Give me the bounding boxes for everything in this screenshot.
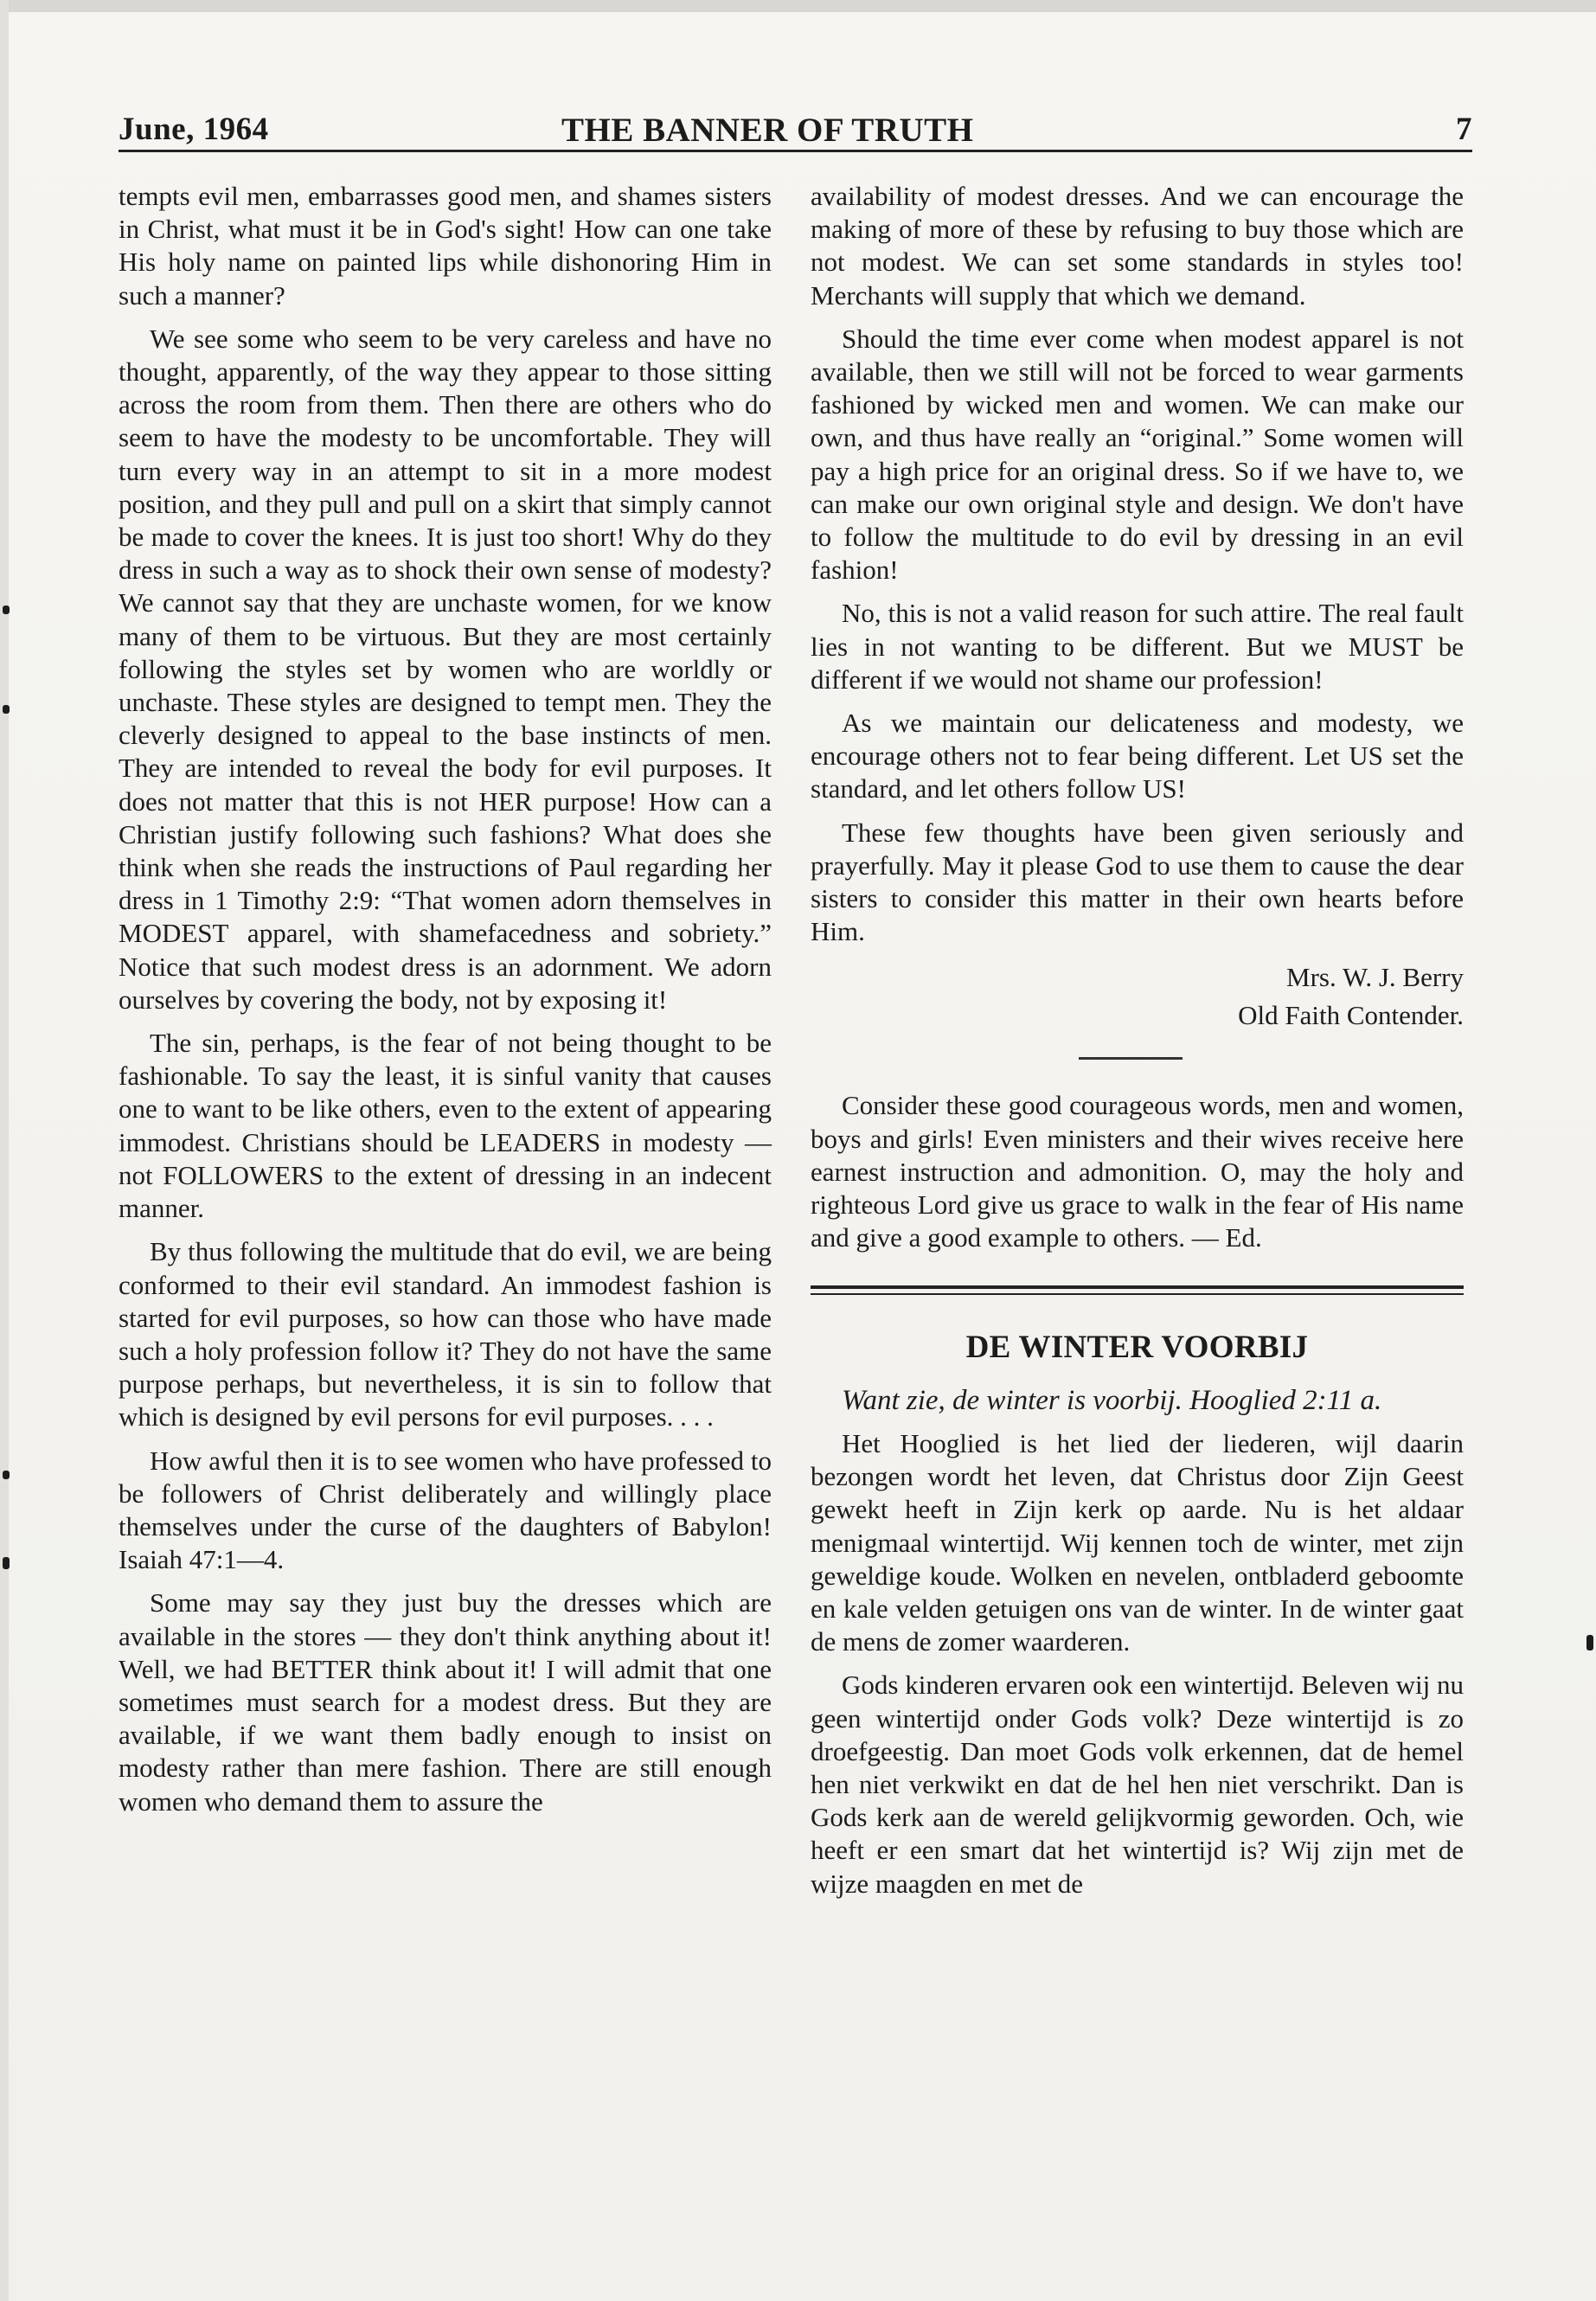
paragraph: These few thoughts have been given seriously and prayerfully. May it please God to use them to cause the dear sisters to consider this matter in their own hearts before Him. [811, 817, 1464, 947]
page-number: 7 [1456, 112, 1472, 147]
section-heading: DE WINTER VOORBIJ [965, 1330, 1309, 1366]
scan-mark [1586, 1635, 1593, 1650]
paragraph: By thus following the multitude that do evil, we are being conformed to their evil standard. An immodest fashion is started for evil purposes, so how can those who have made such a holy profession follow it? They do not have the same purpose perhaps, but nevertheless, it is sin to follow that which is designed by evil persons for evil purposes. . . . [119, 1236, 772, 1433]
left-column [119, 180, 772, 1829]
paragraph: The sin, perhaps, is the fear of not being thought to be fashionable. To say the least, it is sinful vanity that causes one to want to be like others, even to the extent of appearing immodest. Christians should be LEADERS in modesty — not FOLLOWERS to the extent of dressing in an indecent manner. [119, 1028, 772, 1224]
scan-edge-left [0, 0, 9, 2301]
paragraph: No, this is not a valid reason for such attire. The real fault lies in not wanting to be different. But we MUST be different if we would not shame our profession! [811, 598, 1464, 695]
paragraph: Should the time ever come when modest apparel is not available, then we still will not be forced to wear garments fashioned by wicked men and women. We can make our own, and thus have really an “original.” Some women will pay a high price for an original dress. So if we have to, we can make our own original style and design. We don't have to follow the multitude to do evil by dressing in an evil fashion! [811, 323, 1464, 586]
short-divider [1079, 1057, 1183, 1060]
scan-mark [3, 1471, 10, 1479]
issue-date: June, 1964 [119, 112, 269, 147]
publication-title: THE BANNER OF TRUTH [561, 112, 974, 149]
header-rule [119, 150, 1472, 152]
paragraph: As we maintain our delicateness and modesty, we encourage others not to fear being different. Let US set the standard, and let others follow US! [811, 708, 1464, 804]
article-signature [811, 958, 1464, 1035]
paragraph: tempts evil men, embarrasses good men, and shames sisters in Christ, what must it be in God's sight! How can one take His holy name on painted lips while dishonoring Him in such a manner? [119, 181, 772, 311]
signature-source: Old Faith Contender. [1238, 1000, 1464, 1031]
page-header [119, 111, 1472, 149]
paragraph: We see some who seem to be very careless and have no thought, apparently, of the way they appear to those sitting across the room from them. Then there are others who do seem to have the modesty to be uncomfortable. They will turn every way in an attempt to sit in a more modest position, and they pull and pull on a skirt that simply cannot be made to cover the knees. It is just too short! Why do they dress in such a way as to shock their own sense of modesty? We cannot say that they are unchaste women, for we know many of them to be virtuous. But they are most certainly following the styles set by women who are worldly or unchaste. These styles are designed to tempt men. They the cleverly designed to appeal to the base instincts of men. They are intended to reveal the body for evil purposes. It does not matter that this is not HER purpose! How can a Christian justify following such fashions? What does she think when she reads the instructions of Paul regarding her dress in 1 Timothy 2:9: “That women adorn themselves in MODEST apparel, with shamefacedness and sobriety.” Notice that such modest dress is an adornment. We adorn ourselves by covering the body, not by exposing it! [119, 323, 772, 1015]
paragraph: Gods kinderen ervaren ook een wintertijd. Beleven wij nu geen wintertijd onder Gods volk? Deze wintertijd is zo droefgeestig. Dan moet Gods volk erkennen, dat de hemel hen niet verkwikt en dat de hel hen niet verschrikt. Dan is Gods kerk aan de wereld gelijkvormig geworden. Och, wie heeft er een smart dat het wintertijd is? Wij zijn met de wijze maagden en met de [811, 1670, 1464, 1899]
right-column [811, 180, 1464, 1911]
paragraph: availability of modest dresses. And we can encourage the making of more of these by refusing to buy those which are not modest. We can set some standards in styles too! Merchants will supply that which we demand. [811, 181, 1464, 311]
paragraph: Het Hooglied is het lied der liederen, wijl daarin bezongen wordt het leven, dat Christus door Zijn Geest gewekt heeft in Zijn kerk op aarde. Nu is het aldaar menigmaal wintertijd. Wij kennen toch de winter, met zijn geweldige koude. Wolken en nevelen, ontbladerd geboomte en kale velden getuigen ons van de winter. In de winter gaat de mens de zomer waarderen. [811, 1427, 1464, 1657]
scan-edge-top [0, 0, 1596, 12]
paragraph: Some may say they just buy the dresses which are available in the stores — they don't think anything about it! Well, we had BETTER think about it! I will admit that one sometimes must search for a modest dress. But they are available, if we want them badly enough to insist on modesty rather than mere fashion. There are still enough women who demand them to assure the [119, 1587, 772, 1817]
scan-mark [3, 606, 10, 614]
scan-mark [3, 705, 10, 714]
section-divider [811, 1285, 1464, 1295]
signature-author: Mrs. W. J. Berry [1286, 962, 1464, 993]
scan-mark [3, 1557, 10, 1569]
section-epigraph: Want zie, de winter is voorbij. Hooglied 2:11 a. [842, 1384, 1382, 1416]
editor-note: Consider these good courageous words, men and women, boys and girls! Even ministers and their wives receive here earnest instruction and admonition. O, may the holy and righteous Lord give us grace to walk in the fear of His name and give a good example to others. — Ed. [811, 1090, 1464, 1253]
paragraph: How awful then it is to see women who have professed to be followers of Christ deliberately and willingly place themselves under the curse of the daughters of Babylon! Isaiah 47:1—4. [119, 1445, 772, 1575]
